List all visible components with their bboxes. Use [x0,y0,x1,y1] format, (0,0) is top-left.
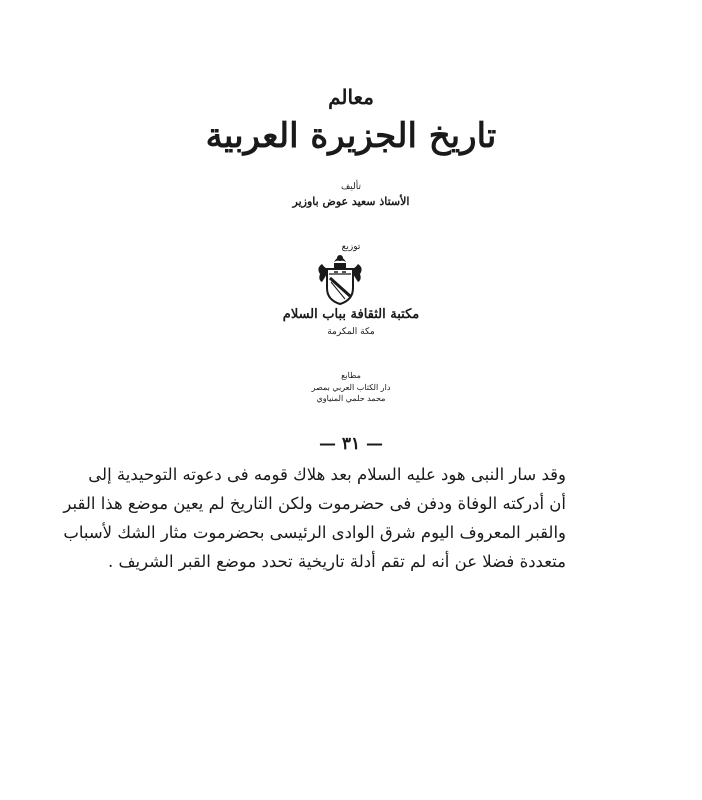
author-caption: تأليف [340,182,362,192]
library-name: مكتبة الثقافة بباب السلام [282,307,420,322]
book-title: تاريخ الجزيرة العربية [205,116,497,156]
distribution-caption: توزيع [341,242,361,252]
body-line: والقبر المعروف اليوم شرق الوادى الرئيسى بحضرموت مثار الشك لأسباب [63,523,566,542]
series-title: معالم [328,85,374,109]
printer-caption: مطابع [341,371,361,380]
page-number: — ٣١ — [318,434,384,454]
library-city: مكة المكرمة [327,327,375,337]
printer-name: دار الكتاب العربي بمصر [311,383,391,392]
body-line: أن أدركته الوفاة ودفن فى حضرموت ولكن التاريخ لم يعين موضع هذا القبر [63,494,566,513]
body-line: وقد سار النبى هود عليه السلام بعد هلاك قومه فى دعوته التوحيدية إلى [88,465,566,484]
printer-owner: محمد حلمي المنياوي [316,394,386,403]
author-name: الأستاذ سعيد عوض باوزير [292,195,410,208]
body-line: متعددة فضلا عن أنه لم تقم أدلة تاريخية تحدد موضع القبر الشريف . [107,552,566,571]
body-paragraph [63,460,566,576]
crest-emblem-icon [314,252,366,306]
